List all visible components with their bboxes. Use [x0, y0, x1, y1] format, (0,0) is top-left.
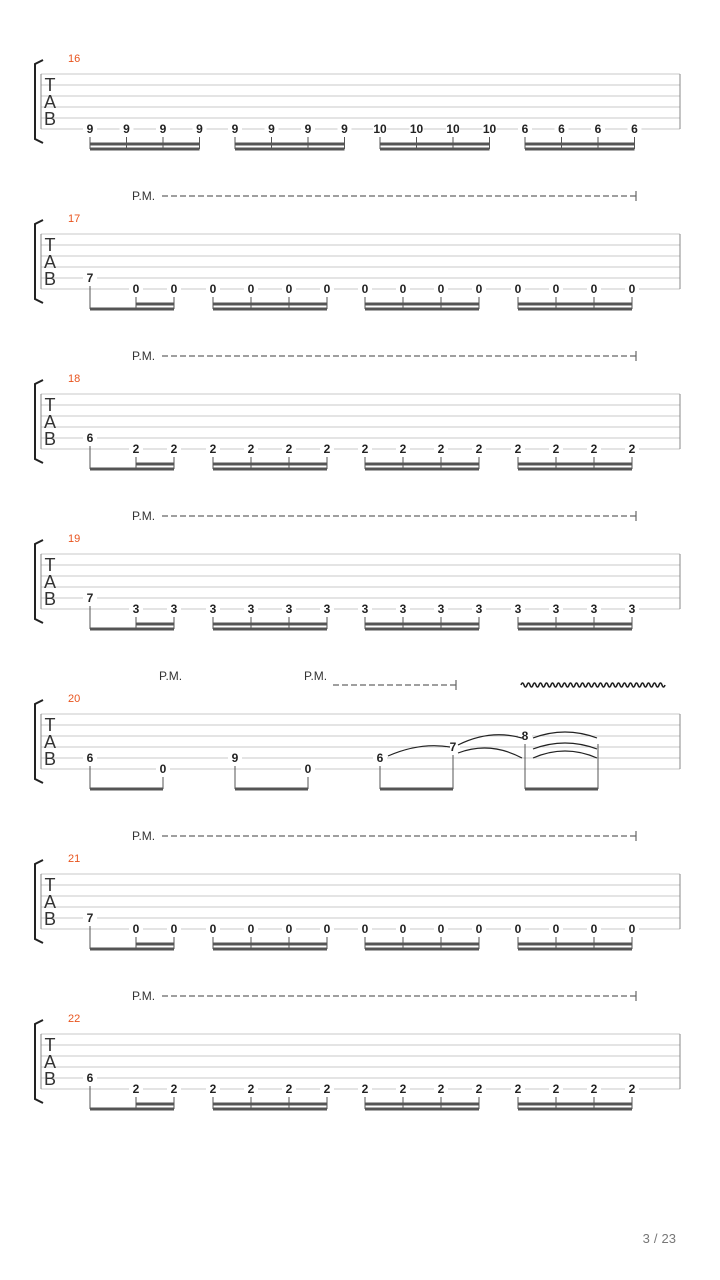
beam — [365, 308, 479, 311]
fret-number: 2 — [247, 1082, 255, 1096]
system-bracket — [35, 700, 43, 783]
fret-number: 2 — [437, 442, 445, 456]
fret-number: 2 — [209, 442, 217, 456]
wide-vibrato — [521, 683, 665, 687]
fret-number: 0 — [437, 922, 445, 936]
beam — [213, 628, 327, 631]
beam-secondary — [518, 1103, 632, 1106]
beam — [90, 1108, 174, 1111]
beam-secondary — [136, 303, 174, 306]
fret-number: 9 — [231, 122, 239, 136]
beam-secondary — [518, 623, 632, 626]
beam-secondary — [213, 623, 327, 626]
beam-secondary — [365, 1103, 479, 1106]
palm-mute-label: P.M. — [132, 189, 156, 203]
fret-number: 0 — [132, 922, 140, 936]
measure-number: 18 — [68, 373, 81, 385]
beam-secondary — [136, 463, 174, 466]
fret-number: 0 — [304, 762, 312, 776]
fret-number: 3 — [475, 602, 483, 616]
fret-number: 3 — [437, 602, 445, 616]
fret-number: 10 — [409, 122, 424, 136]
fret-number: 0 — [628, 922, 636, 936]
fret-number: 2 — [552, 1082, 560, 1096]
fret-number: 9 — [196, 122, 203, 136]
measure-18 — [35, 349, 680, 471]
beam — [213, 1108, 327, 1111]
beam-secondary — [213, 1103, 327, 1106]
page-separator: / — [653, 1231, 658, 1246]
fret-number: 3 — [170, 602, 178, 616]
fret-number: 0 — [399, 282, 407, 296]
fret-number: 2 — [437, 1082, 445, 1096]
tab-clef-a: A — [43, 892, 57, 912]
beam — [518, 308, 632, 311]
beam — [235, 788, 308, 791]
fret-number: 9 — [268, 122, 275, 136]
beam-secondary — [235, 143, 345, 146]
tab-clef-t: T — [44, 395, 56, 415]
fret-number: 7 — [86, 911, 94, 925]
fret-number: 6 — [558, 122, 565, 136]
beam-secondary — [365, 463, 479, 466]
fret-number: 2 — [514, 442, 522, 456]
beam — [518, 468, 632, 471]
fret-number: 2 — [552, 442, 560, 456]
fret-number: 0 — [132, 282, 140, 296]
palm-mute-label: P.M. — [132, 989, 156, 1003]
fret-number: 0 — [399, 922, 407, 936]
beam — [365, 468, 479, 471]
beam — [380, 788, 453, 791]
tab-clef-t: T — [44, 75, 56, 95]
fret-number: 3 — [628, 602, 636, 616]
fret-number: 2 — [399, 442, 407, 456]
fret-number: 3 — [209, 602, 217, 616]
palm-mute-label: P.M. — [304, 669, 328, 683]
tab-clef-t: T — [44, 555, 56, 575]
palm-mute-label: P.M. — [132, 509, 156, 523]
tab-clef-t: T — [44, 235, 56, 255]
fret-number: 0 — [514, 922, 522, 936]
fret-number: 2 — [323, 442, 331, 456]
fret-number: 0 — [170, 922, 178, 936]
fret-number: 0 — [590, 922, 598, 936]
fret-number: 2 — [590, 442, 598, 456]
fret-number: 0 — [590, 282, 598, 296]
beam-secondary — [213, 943, 327, 946]
beam-secondary — [136, 1103, 174, 1106]
measure-number: 19 — [68, 533, 81, 545]
fret-number: 9 — [231, 751, 239, 765]
fret-number: 10 — [446, 122, 460, 136]
beam-secondary — [90, 143, 200, 146]
beam-secondary — [518, 463, 632, 466]
fret-number: 2 — [628, 1082, 636, 1096]
fret-number: 0 — [170, 282, 178, 296]
measure-number: 20 — [68, 693, 81, 705]
fret-number: 3 — [552, 602, 560, 616]
fret-number: 3 — [132, 602, 140, 616]
fret-number: 2 — [475, 1082, 483, 1096]
fret-number: 6 — [86, 1071, 94, 1085]
fret-number: 8 — [521, 729, 529, 743]
fret-number: 7 — [86, 591, 94, 605]
fret-number: 9 — [341, 122, 348, 136]
fret-number: 0 — [209, 282, 217, 296]
beam — [213, 468, 327, 471]
fret-number: 2 — [399, 1082, 407, 1096]
beam — [525, 788, 598, 791]
measure-19 — [35, 509, 680, 631]
fret-number: 2 — [285, 442, 293, 456]
fret-number: 3 — [285, 602, 293, 616]
fret-number: 0 — [628, 282, 636, 296]
measure-number: 22 — [68, 1013, 81, 1025]
fret-number: 6 — [594, 122, 602, 136]
fret-number: 0 — [552, 922, 560, 936]
fret-number: 2 — [247, 442, 255, 456]
beam-secondary — [380, 143, 490, 146]
beam-secondary — [518, 943, 632, 946]
tab-clef-b: B — [43, 1069, 57, 1089]
measure-21 — [35, 829, 680, 951]
system-bracket — [35, 60, 43, 143]
fret-number: 2 — [323, 1082, 331, 1096]
fret-number: 6 — [631, 122, 638, 136]
beam — [380, 148, 490, 151]
fret-number: 0 — [285, 282, 293, 296]
fret-number: 3 — [399, 602, 407, 616]
fret-number: 0 — [247, 922, 255, 936]
tie-curve — [533, 743, 597, 749]
beam — [365, 1108, 479, 1111]
fret-number: 0 — [323, 922, 331, 936]
tab-clef-b: B — [43, 109, 57, 129]
measure-17 — [35, 189, 680, 311]
fret-number: 7 — [86, 271, 94, 285]
beam-secondary — [365, 623, 479, 626]
beam-secondary — [525, 143, 635, 146]
beam-secondary — [365, 303, 479, 306]
fret-number: 2 — [132, 442, 140, 456]
beam — [525, 148, 635, 151]
beam — [213, 948, 327, 951]
fret-number: 9 — [123, 122, 130, 136]
tab-clef-a: A — [43, 252, 57, 272]
beam — [518, 948, 632, 951]
fret-number: 2 — [475, 442, 483, 456]
fret-number: 2 — [132, 1082, 140, 1096]
measure-22 — [35, 989, 680, 1111]
beam — [90, 308, 174, 311]
fret-number: 0 — [437, 282, 445, 296]
fret-number: 0 — [323, 282, 331, 296]
beam-secondary — [136, 943, 174, 946]
fret-number: 0 — [514, 282, 522, 296]
tab-clef-a: A — [43, 92, 57, 112]
fret-number: 6 — [376, 751, 384, 765]
beam — [90, 788, 163, 791]
measure-number: 16 — [68, 53, 81, 65]
tab-clef-b: B — [43, 749, 57, 769]
system-bracket — [35, 1020, 43, 1103]
fret-number: 2 — [170, 1082, 178, 1096]
fret-number: 2 — [361, 1082, 369, 1096]
system-bracket — [35, 860, 43, 943]
measure-20 — [35, 669, 680, 791]
tie-curve — [533, 732, 597, 738]
fret-number: 3 — [590, 602, 598, 616]
fret-number: 0 — [475, 282, 483, 296]
fret-number: 3 — [361, 602, 369, 616]
fret-number: 0 — [475, 922, 483, 936]
fret-number: 0 — [285, 922, 293, 936]
page-indicator — [641, 1231, 678, 1246]
fret-number: 10 — [373, 122, 387, 136]
beam — [365, 628, 479, 631]
tab-clef-a: A — [43, 1052, 57, 1072]
tab-clef-b: B — [43, 589, 57, 609]
beam-secondary — [213, 303, 327, 306]
beam — [90, 468, 174, 471]
fret-number: 6 — [521, 122, 529, 136]
fret-number: 2 — [209, 1082, 217, 1096]
fret-number: 2 — [514, 1082, 522, 1096]
beam-secondary — [136, 623, 174, 626]
tab-clef-a: A — [43, 572, 57, 592]
fret-number: 9 — [159, 122, 167, 136]
system-bracket — [35, 380, 43, 463]
fret-number: 0 — [361, 922, 369, 936]
beam — [235, 148, 345, 151]
fret-number: 2 — [285, 1082, 293, 1096]
fret-number: 0 — [361, 282, 369, 296]
beam-secondary — [213, 463, 327, 466]
fret-number: 6 — [86, 431, 94, 445]
tab-clef-a: A — [43, 412, 57, 432]
fret-number: 0 — [247, 282, 255, 296]
beam-secondary — [518, 303, 632, 306]
tab-clef-t: T — [44, 875, 56, 895]
tie-curve — [533, 751, 597, 758]
measure-number: 17 — [68, 213, 81, 225]
fret-number: 10 — [482, 122, 497, 136]
fret-number: 3 — [323, 602, 331, 616]
system-bracket — [35, 220, 43, 303]
beam — [518, 628, 632, 631]
tab-clef-t: T — [44, 1035, 56, 1055]
current-page-number: 3 — [642, 1231, 650, 1246]
beam — [90, 948, 174, 951]
fret-number: 2 — [361, 442, 369, 456]
beam-secondary — [365, 943, 479, 946]
tab-clef-b: B — [43, 269, 57, 289]
fret-number: 9 — [304, 122, 312, 136]
fret-number: 0 — [159, 762, 167, 776]
measure-number: 21 — [68, 853, 81, 865]
slide-curve — [458, 748, 522, 758]
fret-number: 6 — [86, 751, 94, 765]
palm-mute-label: P.M. — [159, 669, 183, 683]
tab-clef-b: B — [43, 429, 57, 449]
system-bracket — [35, 540, 43, 623]
measure-16 — [35, 53, 680, 151]
tab-clef-a: A — [43, 732, 57, 752]
fret-number: 0 — [552, 282, 560, 296]
beam — [90, 148, 200, 151]
beam — [365, 948, 479, 951]
fret-number: 3 — [247, 602, 255, 616]
total-page-count: 23 — [661, 1231, 676, 1246]
tab-clef-t: T — [44, 715, 56, 735]
fret-number: 2 — [590, 1082, 598, 1096]
palm-mute-label: P.M. — [132, 349, 156, 363]
beam — [213, 308, 327, 311]
fret-number: 2 — [628, 442, 636, 456]
fret-number: 0 — [209, 922, 217, 936]
fret-number: 7 — [449, 740, 457, 754]
fret-number: 9 — [86, 122, 94, 136]
palm-mute-label: P.M. — [132, 829, 156, 843]
beam — [90, 628, 174, 631]
beam — [518, 1108, 632, 1111]
fret-number: 2 — [170, 442, 178, 456]
tab-clef-b: B — [43, 909, 57, 929]
fret-number: 3 — [514, 602, 522, 616]
